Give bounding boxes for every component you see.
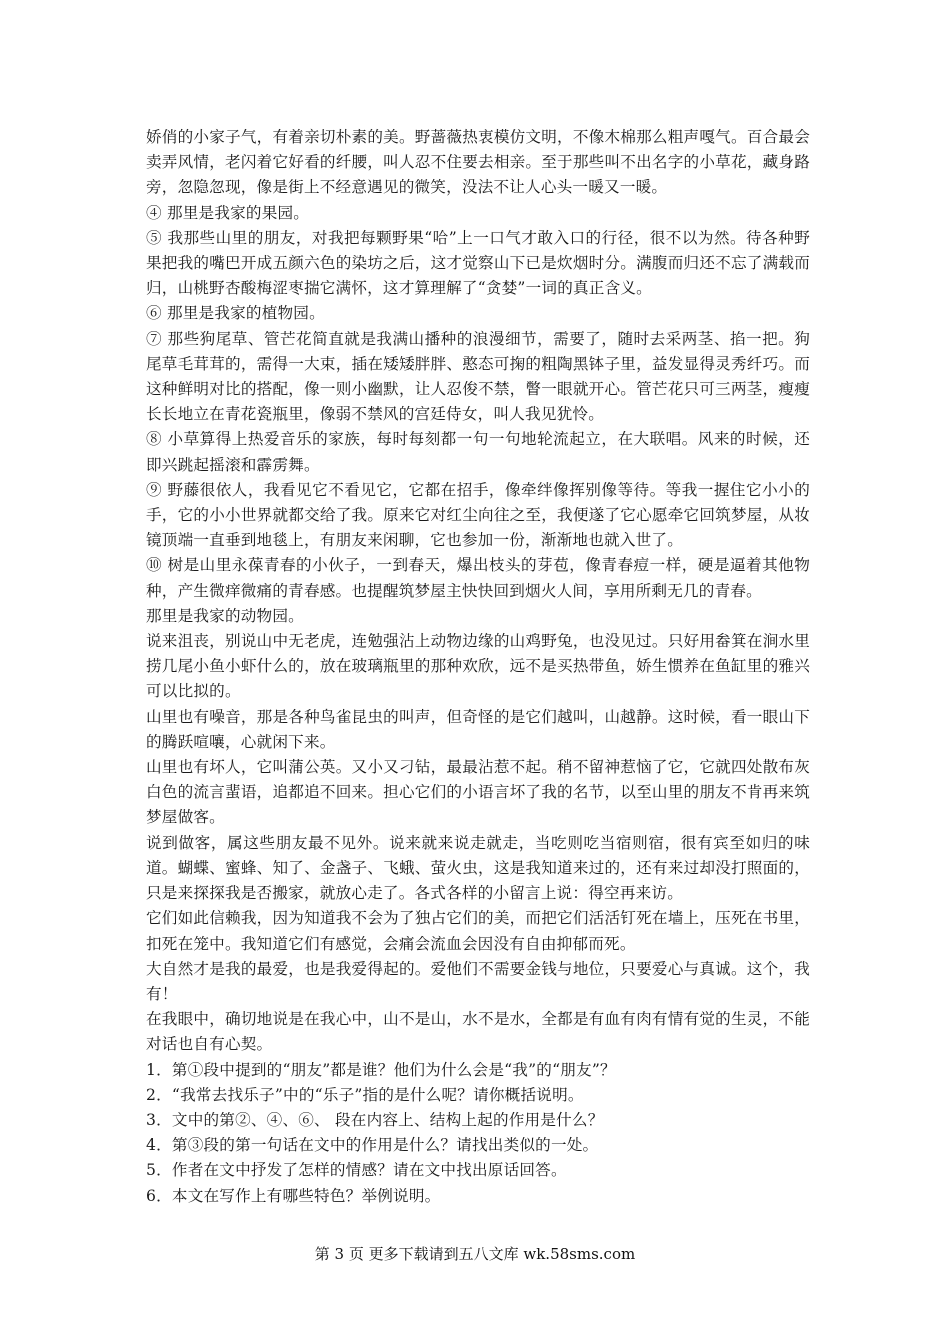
paragraph: ⑥ 那里是我家的植物园。 bbox=[146, 304, 325, 323]
paragraph: ④ 那里是我家的果园。 bbox=[146, 203, 310, 222]
paragraph: 山里也有坏人，它叫蒲公英。又小又刁钻，最最沾惹不起。稍不留神惹恼了它，它就四处散布灰白色的流言蜚语，追都追不回来。担心它们的小语言坏了我的名节，以至山里的朋友不肯再来筑梦屋做客。 bbox=[146, 758, 810, 827]
paragraph: ⑦ 那些狗尾草、管芒花简直就是我满山播种的浪漫细节，需要了，随时去采两茎、掐一把。狗尾草毛茸茸的，需得一大束，插在矮矮胖胖、憨态可掬的粗陶黑钵子里，益发显得灵秀纤巧。而这种鲜明对比的搭配，像一则小幽默，让人忍俊不禁，瞥一眼就开心。管芒花只可三两茎，瘦瘦长长地立在青花瓷瓶里，像弱不禁风的宫廷侍女，叫人我见犹怜。 bbox=[146, 329, 810, 424]
paragraph: 说来沮丧，别说山中无老虎，连勉强沾上动物边缘的山鸡野兔，也没见过。只好用畚箕在涧水里捞几尾小鱼小虾什么的，放在玻璃瓶里的那种欢欣，远不是买热带鱼，娇生惯养在鱼缸里的雅兴可以比拟的。 bbox=[146, 632, 810, 701]
question-item: 5．作者在文中抒发了怎样的情感？请在文中找出原话回答。 bbox=[146, 1161, 567, 1180]
paragraph: ⑧ 小草算得上热爱音乐的家族，每时每刻都一句一句地轮流起立，在大联唱。风来的时候，还即兴跳起摇滚和霹雳舞。 bbox=[146, 430, 810, 474]
paragraph: ⑨ 野藤很依人，我看见它不看见它，它都在招手，像牵绊像挥别像等待。等我一握住它小小的手，它的小小世界就都交给了我。原来它对红尘向往之至，我便遂了它心愿牵它回筑梦屋，从妆镜顶端一直垂到地毯上，有朋友来闲聊，它也参加一份，渐渐地也就入世了。 bbox=[146, 480, 810, 550]
article-body bbox=[146, 125, 810, 1209]
page-footer: 第 3 页 更多下载请到五八文库 wk.58sms.com bbox=[314, 1245, 636, 1263]
paragraph: 大自然才是我的最爱，也是我爱得起的。爱他们不需要金钱与地位，只要爱心与真诚。这个，我有！ bbox=[146, 959, 810, 1003]
question-item: 1．第①段中提到的“朋友”都是谁？他们为什么会是“我”的“朋友”？ bbox=[146, 1060, 616, 1079]
paragraph: 在我眼中，确切地说是在我心中，山不是山，水不是水，全都是有血有肉有情有觉的生灵，不能对话也自有心契。 bbox=[146, 1010, 810, 1054]
question-item: 6．本文在写作上有哪些特色？举例说明。 bbox=[146, 1186, 441, 1205]
question-list bbox=[146, 1058, 810, 1209]
question-item: 2．“我常去找乐子”中的“乐子”指的是什么呢？请你概括说明。 bbox=[146, 1085, 584, 1104]
paragraph: 娇俏的小家子气，有着亲切朴素的美。野蔷薇热衷模仿文明，不像木棉那么粗声嘎气。百合最会卖弄风情，老闪着它好看的纤腰，叫人忍不住要去相亲。至于那些叫不出名字的小草花，藏身路旁，忽隐忽现，像是街上不经意遇见的微笑，没法不让人心头一暖又一暖。 bbox=[146, 128, 810, 197]
paragraph: 说到做客，属这些朋友最不见外。说来就来说走就走，当吃则吃当宿则宿，很有宾至如归的味道。蝴蝶、蜜蜂、知了、金盏子、飞蛾、萤火虫，这是我知道来过的，还有来过却没打照面的，只是来探探我是否搬家，就放心走了。各式各样的小留言上说：得空再来访。 bbox=[146, 833, 810, 903]
paragraph: 那里是我家的动物园。 bbox=[146, 606, 304, 625]
paragraph: ⑤ 我那些山里的朋友，对我把每颗野果“哈”上一口气才敢入口的行径，很不以为然。待各种野果把我的嘴巴开成五颜六色的染坊之后，这才觉察山下已是炊烟时分。满腹而归还不忘了满载而归，山桃野杏酸梅涩枣揣它满怀，这才算理解了“贪婪”一词的真正含义。 bbox=[146, 228, 810, 298]
question-item: 3．文中的第②、④、⑥、 段在内容上、结构上起的作用是什么？ bbox=[146, 1110, 604, 1129]
paragraph: ⑩ 树是山里永葆青春的小伙子，一到春天，爆出枝头的芽苞，像青春痘一样，硬是逼着其他物种，产生微痒微痛的青春感。也提醒筑梦屋主快快回到烟火人间，享用所剩无几的青春。 bbox=[146, 556, 810, 600]
paragraph: 山里也有噪音，那是各种鸟雀昆虫的叫声，但奇怪的是它们越叫，山越静。这时候，看一眼山下的腾跃喧嚷，心就闲下来。 bbox=[146, 707, 810, 751]
question-item: 4．第③段的第一句话在文中的作用是什么？请找出类似的一处。 bbox=[146, 1136, 599, 1155]
paragraph: 它们如此信赖我，因为知道我不会为了独占它们的美，而把它们活活钉死在墙上，压死在书里，扣死在笼中。我知道它们有感觉，会痛会流血会因没有自由抑郁而死。 bbox=[146, 909, 810, 953]
